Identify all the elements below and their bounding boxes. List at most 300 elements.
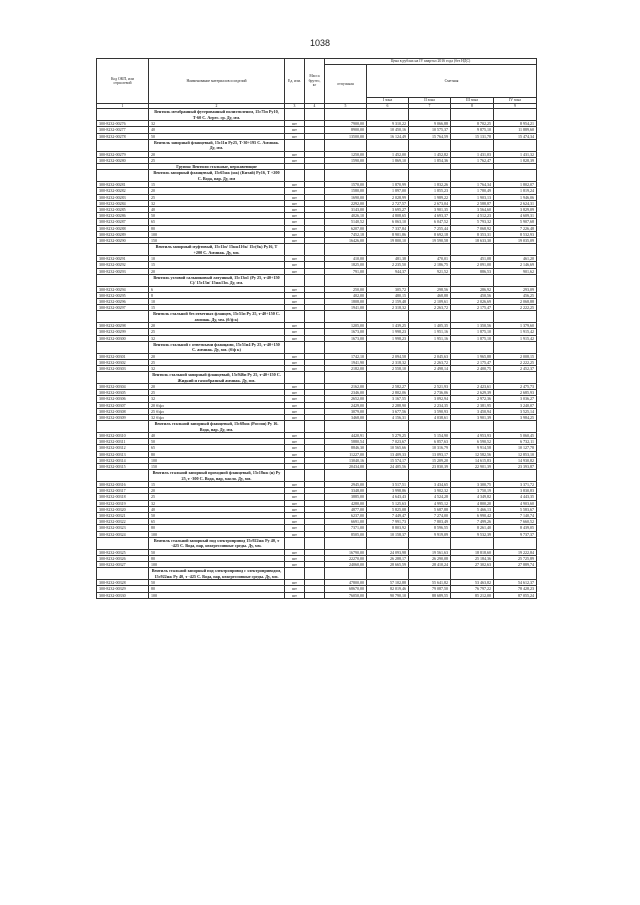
release-price: 1580,00 (325, 188, 367, 194)
release-price: 7900,00 (325, 121, 367, 127)
empty-cell (367, 341, 409, 353)
empty-cell (494, 421, 537, 433)
zone3-price: 450,56 (451, 292, 494, 298)
item-code: 300-8232-00286 (97, 213, 149, 219)
zone1-price: 24 405,56 (367, 464, 409, 470)
header-zone4: IV зона (494, 97, 537, 103)
group-title: Группа: Вентили стальные, нержавеющие (149, 164, 285, 170)
zone4-price: 5 060,45 (494, 433, 537, 439)
item-code: 300-8232-00325 (97, 549, 149, 555)
item-code: 300-8232-00309 (97, 415, 149, 421)
release-price: 8900,00 (325, 127, 367, 133)
zone2-price: 1 452,82 (409, 151, 451, 157)
item-size: 25 (149, 494, 285, 500)
zone3-price: 451,08 (451, 256, 494, 262)
item-unit: шт (285, 494, 305, 500)
zone2-price: 468,88 (409, 292, 451, 298)
release-price: 2346,00 (325, 390, 367, 396)
item-size: 10 (149, 298, 285, 304)
item-code: 300-8232-00276 (97, 121, 149, 127)
item-code: 300-8232-00313 (97, 451, 149, 457)
zone4-price: 293,09 (494, 286, 537, 292)
header-zone: Сметная (367, 65, 537, 98)
item-code: 300-8232-00310 (97, 433, 149, 439)
release-price: 1742,10 (325, 353, 367, 359)
item-size: 25 (149, 390, 285, 396)
empty-cell (285, 470, 305, 482)
empty-cell (494, 470, 537, 482)
zone2-price: 2 186,75 (409, 262, 451, 268)
zone2-price: 3 092,94 (409, 396, 451, 402)
item-code: 300-8232-00284 (97, 200, 149, 206)
item-size: 25 б/фл (149, 408, 285, 414)
item-code: 300-8232-00287 (97, 219, 149, 225)
empty-cell (97, 537, 149, 549)
item-unit: шт (285, 415, 305, 421)
item-size: 50 (149, 580, 285, 586)
release-price: 4420,91 (325, 433, 367, 439)
item-unit: шт (285, 555, 305, 561)
empty-cell (97, 470, 149, 482)
release-price: 1825,00 (325, 262, 367, 268)
group-title-row (97, 372, 537, 384)
empty-cell (97, 244, 149, 256)
zone3-price: 8 261,40 (451, 525, 494, 531)
zone4-price: 19 035,09 (494, 238, 537, 244)
zone3-price: 1 431,03 (451, 151, 494, 157)
zone4-price: 8 439,05 (494, 525, 537, 531)
zone3-price: 2 400,75 (451, 365, 494, 371)
empty-cell (409, 311, 451, 323)
release-price: 2182,00 (325, 365, 367, 371)
zone1-price: 5 279,25 (367, 433, 409, 439)
zone3-price: 3 564,60 (451, 207, 494, 213)
item-unit: шт (285, 408, 305, 414)
zone4-price: 1 379,60 (494, 323, 537, 329)
zone4-price: 78 428,23 (494, 586, 537, 592)
empty-cell (451, 109, 494, 121)
group-title: Вентиль стальной запорный фланцевый, 15с68нж (Россия) Ру 16. Вода, пар. Ду, мм. (149, 421, 285, 433)
item-unit: шт (285, 335, 305, 341)
zone2-price: 8 596,55 (409, 525, 451, 531)
zone3-price: 18 818,60 (451, 549, 494, 555)
empty-cell (494, 372, 537, 384)
zone4-price: 25 725,89 (494, 555, 537, 561)
zone2-price: 921,52 (409, 268, 451, 274)
item-unit: шт (285, 519, 305, 525)
zone1-price: 16 124,49 (367, 133, 409, 139)
empty-cell (409, 244, 451, 256)
item-unit: шт (285, 151, 305, 157)
zone2-price: 10 575,37 (409, 127, 451, 133)
item-code: 300-8232-00327 (97, 562, 149, 568)
zone2-price: 2 109,61 (409, 298, 451, 304)
zone2-price: 4 524,28 (409, 494, 451, 500)
group-title-row (97, 421, 537, 433)
zone2-price: 6 857,63 (409, 439, 451, 445)
zone4-price: 12 853,10 (494, 451, 537, 457)
zone1-price: 2 159,48 (367, 298, 409, 304)
zone1-price: 2 028,99 (367, 194, 409, 200)
zone4-price: 1 828,39 (494, 157, 537, 163)
empty-cell (325, 311, 367, 323)
empty-cell (97, 139, 149, 151)
item-unit: шт (285, 531, 305, 537)
empty-cell (305, 421, 325, 433)
empty-cell (409, 109, 451, 121)
empty-cell (367, 421, 409, 433)
zone1-price: 7 991,73 (367, 519, 409, 525)
item-code: 300-8232-00315 (97, 464, 149, 470)
release-price: 3143,00 (325, 207, 367, 213)
zone2-price: 9 066,88 (409, 121, 451, 127)
item-size: 8 (149, 292, 285, 298)
zone2-price: 1 832,26 (409, 182, 451, 188)
zone3-price: 3 450,94 (451, 408, 494, 414)
group-title-row (97, 139, 537, 151)
empty-cell (409, 421, 451, 433)
group-title: Вентиль стальной запорный под электропривод с электроприводом, 15с922нж Ру 40, т -425 С. Вода, пар, неагрессивные среды. Ду, мм. (149, 568, 285, 580)
zone1-price: 10 158,37 (367, 531, 409, 537)
release-price: 76050,00 (325, 592, 367, 598)
item-code: 300-8232-00283 (97, 194, 149, 200)
zone2-price: 2 521,93 (409, 384, 451, 390)
release-price: 2652,00 (325, 396, 367, 402)
empty-cell (305, 568, 325, 580)
item-unit: шт (285, 194, 305, 200)
item-unit: шт (285, 238, 305, 244)
empty-cell (325, 274, 367, 286)
col-number: 9 (494, 104, 537, 109)
item-unit: шт (285, 182, 305, 188)
empty-cell (285, 274, 305, 286)
item-size: 25 (149, 359, 285, 365)
empty-cell (409, 568, 451, 580)
release-price: 1673,00 (325, 335, 367, 341)
zone4-price: 87 055,24 (494, 592, 537, 598)
release-price: 3885,00 (325, 494, 367, 500)
item-size: 100 (149, 231, 285, 237)
zone2-price: 1 855,23 (409, 188, 451, 194)
zone4-price: 2 624,31 (494, 200, 537, 206)
zone1-price: 57 102,88 (367, 580, 409, 586)
zone3-price: 15 131,78 (451, 133, 494, 139)
group-title: Вентиль запорный фланцевый, 15с65нж (нж) (Китай) Ру16, Т +200 С. Вода, пар. Ду, мм (149, 170, 285, 182)
release-price: 1673,00 (325, 329, 367, 335)
zone1-price: 944,37 (367, 268, 409, 274)
header-unit: Ед. изм. (285, 59, 305, 104)
item-size: 32 (149, 365, 285, 371)
empty-cell (97, 274, 149, 286)
header-code-sub: отраслевой (113, 81, 132, 85)
zone3-price: 8 702,25 (451, 121, 494, 127)
zone1-price: 13 409,33 (367, 451, 409, 457)
zone3-price: 2 175,47 (451, 305, 494, 311)
item-unit: шт (285, 157, 305, 163)
release-price: 7452,18 (325, 231, 367, 237)
item-unit: шт (285, 439, 305, 445)
zone1-price: 2 288,90 (367, 402, 409, 408)
zone3-price: 1 903,13 (451, 194, 494, 200)
zone3-price: 4 512,23 (451, 213, 494, 219)
zone1-price: 1 897,00 (367, 188, 409, 194)
empty-cell (494, 568, 537, 580)
empty-cell (285, 421, 305, 433)
release-price: 2292,00 (325, 200, 367, 206)
col-number: 3 (285, 104, 305, 109)
zone4-price: 2 222,25 (494, 305, 537, 311)
empty-cell (409, 372, 451, 384)
empty-cell (305, 170, 325, 182)
item-unit: шт (285, 353, 305, 359)
item-unit: шт (285, 549, 305, 555)
item-unit: шт (285, 390, 305, 396)
item-code: 300-8232-00279 (97, 151, 149, 157)
item-code: 300-8232-00294 (97, 286, 149, 292)
item-size: 40 (149, 127, 285, 133)
item-code: 300-8232-00297 (97, 305, 149, 311)
empty-cell (494, 109, 537, 121)
zone1-price: 7 337,84 (367, 225, 409, 231)
empty-cell (367, 311, 409, 323)
item-size: 20 (149, 323, 285, 329)
release-price: 4280,00 (325, 500, 367, 506)
zone4-price: 23 393,87 (494, 464, 537, 470)
empty-cell (285, 537, 305, 549)
group-title-row (97, 568, 537, 580)
zone4-price: 2 452,37 (494, 365, 537, 371)
empty-cell (494, 341, 537, 353)
header-zone2: II зона (409, 97, 451, 103)
zone1-price: 4 156,31 (367, 415, 409, 421)
zone1-price: 10 565,66 (367, 445, 409, 451)
zone2-price: 9 919,09 (409, 531, 451, 537)
empty-cell (325, 170, 367, 182)
page-number: 1038 (309, 38, 331, 48)
col-number: 1 (97, 104, 149, 109)
zone4-price: 6 732,11 (494, 439, 537, 445)
zone4-price: 1 915,42 (494, 335, 537, 341)
item-unit: шт (285, 127, 305, 133)
release-price: 2162,00 (325, 384, 367, 390)
zone1-price: 82 019,46 (367, 586, 409, 592)
item-unit: шт (285, 323, 305, 329)
zone4-price: 5 907,68 (494, 219, 537, 225)
zone1-price: 4 808,65 (367, 213, 409, 219)
item-code: 300-8232-00311 (97, 439, 149, 445)
empty-cell (367, 170, 409, 182)
zone4-price: 27 889,74 (494, 562, 537, 568)
zone4-price: 461,20 (494, 256, 537, 262)
item-code: 300-8232-00298 (97, 323, 149, 329)
item-code: 300-8232-00305 (97, 390, 149, 396)
zone3-price: 3 300,75 (451, 482, 494, 488)
group-title: Вентиль стальной запорный фланцевый, 15с946п Ру 25, т-40+150 С. Жидкий и газообразный аммиак. Ду, мм. (149, 372, 285, 384)
zone2-price: 2 673,04 (409, 200, 451, 206)
item-unit: шт (285, 133, 305, 139)
zone1-price: 7 449,47 (367, 513, 409, 519)
empty-cell (285, 139, 305, 151)
empty-cell (367, 109, 409, 121)
item-code: 300-8232-00299 (97, 329, 149, 335)
item-size: 32 (149, 500, 285, 506)
zone1-price: 2 558,10 (367, 365, 409, 371)
empty-cell (494, 311, 537, 323)
item-unit: шт (285, 200, 305, 206)
zone4-price: 19 222,84 (494, 549, 537, 555)
group-title: Вентиль стальной запорный проходной фланцевый, 15с18нж (н) Ру 25, т -300 С. Вода, пар, масло. Ду, мм. (149, 470, 285, 482)
release-price: 20434,00 (325, 464, 367, 470)
zone4-price: 2 685,93 (494, 390, 537, 396)
zone3-price: 1 875,10 (451, 329, 494, 335)
zone1-price: 2 727,57 (367, 200, 409, 206)
empty-cell (367, 372, 409, 384)
item-unit: шт (285, 592, 305, 598)
empty-cell (494, 537, 537, 549)
zone2-price: 5 687,88 (409, 506, 451, 512)
item-size: 80 (149, 555, 285, 561)
empty-cell (97, 341, 149, 353)
group-title-row (97, 537, 537, 549)
zone2-price: 88 689,55 (409, 592, 451, 598)
zone1-price: 3 167,55 (367, 396, 409, 402)
empty-cell (494, 274, 537, 286)
item-unit: шт (285, 500, 305, 506)
zone2-price: 2 234,35 (409, 402, 451, 408)
item-code: 300-8232-00300 (97, 335, 149, 341)
empty-cell (285, 109, 305, 121)
zone3-price: 6 590,52 (451, 439, 494, 445)
item-size: 32 б/фл (149, 415, 285, 421)
item-code: 300-8232-00280 (97, 157, 149, 163)
empty-cell (325, 568, 367, 580)
item-code: 300-8232-00303 (97, 365, 149, 371)
item-code: 300-8232-00306 (97, 396, 149, 402)
empty-cell (285, 311, 305, 323)
item-code: 300-8232-00290 (97, 238, 149, 244)
zone1-price: 2 582,27 (367, 384, 409, 390)
zone1-price: 481,38 (367, 256, 409, 262)
zone4-price: 2 008,15 (494, 353, 537, 359)
item-code: 300-8232-00328 (97, 580, 149, 586)
zone2-price: 19 561,63 (409, 549, 451, 555)
zone3-price: 22 901,39 (451, 464, 494, 470)
item-unit: шт (285, 219, 305, 225)
zone3-price: 25 184,36 (451, 555, 494, 561)
zone4-price: 5 583,67 (494, 506, 537, 512)
item-code: 300-8232-00319 (97, 500, 149, 506)
zone1-price: 1 452,00 (367, 151, 409, 157)
item-size: 20 (149, 268, 285, 274)
item-unit: шт (285, 305, 305, 311)
item-unit: шт (285, 292, 305, 298)
zone2-price: 5 154,90 (409, 433, 451, 439)
col-number: 8 (451, 104, 494, 109)
group-title: Вентиль запорный муфтовый, 15с11п/ 15нж11бк/ 15с(бк) Ру16, Т +200 С. Аммиак. Ду, мм. (149, 244, 285, 256)
empty-cell (305, 537, 325, 549)
item-size: 40 (149, 433, 285, 439)
zone4-price: 901,62 (494, 268, 537, 274)
empty-cell (325, 109, 367, 121)
zone1-price: 2 318,32 (367, 359, 409, 365)
release-price: 410,00 (325, 256, 367, 262)
empty-cell (367, 274, 409, 286)
zone2-price: 3 901,35 (409, 207, 451, 213)
item-unit: шт (285, 562, 305, 568)
empty-cell (409, 470, 451, 482)
header-zone1: I зона (367, 97, 409, 103)
item-unit: шт (285, 457, 305, 463)
zone4-price: 2 475,73 (494, 384, 537, 390)
empty-cell (451, 421, 494, 433)
zone2-price: 13 093,17 (409, 451, 451, 457)
item-unit: шт (285, 488, 305, 494)
release-price: 2429,00 (325, 402, 367, 408)
zone3-price: 12 582,56 (451, 451, 494, 457)
item-size: 32 (149, 200, 285, 206)
item-unit: шт (285, 445, 305, 451)
zone2-price: 26 290,08 (409, 555, 451, 561)
item-unit: шт (285, 231, 305, 237)
zone3-price: 4 953,93 (451, 433, 494, 439)
header-code: Код ОКП, или (111, 76, 134, 81)
empty-cell (97, 109, 149, 121)
release-price: 791,00 (325, 268, 367, 274)
release-price: 1205,00 (325, 323, 367, 329)
release-price: 68670,00 (325, 586, 367, 592)
zone3-price: 7 499,26 (451, 519, 494, 525)
col-number: 2 (149, 104, 285, 109)
item-code: 300-8232-00302 (97, 359, 149, 365)
zone2-price: 2 045,63 (409, 353, 451, 359)
empty-cell (451, 537, 494, 549)
release-price: 13040,16 (325, 457, 367, 463)
item-size: 25 (149, 194, 285, 200)
release-price: 24060,00 (325, 562, 367, 568)
empty-cell (325, 244, 367, 256)
item-size: 25 (149, 329, 285, 335)
zone1-price: 9 310,22 (367, 121, 409, 127)
release-price: 1690,00 (325, 194, 367, 200)
zone2-price: 28 410,24 (409, 562, 451, 568)
empty-cell (97, 311, 149, 323)
item-code: 300-8232-00296 (97, 298, 149, 304)
zone1-price: 90 790,10 (367, 592, 409, 598)
zone3-price: 2 588,87 (451, 200, 494, 206)
zone1-price: 3 998,86 (367, 488, 409, 494)
zone3-price: 1 762,47 (451, 157, 494, 163)
zone2-price: 2 498,14 (409, 365, 451, 371)
item-size: 40 (149, 207, 285, 213)
release-price: 3468,00 (325, 415, 367, 421)
item-size: 25 (149, 157, 285, 163)
item-unit: шт (285, 365, 305, 371)
zone1-price: 7 023,67 (367, 439, 409, 445)
item-unit: шт (285, 188, 305, 194)
group-title: Вентиль угловой сальниковый латунный, 15с13п1 (Ру 25, т-40+150 С)/ 15с13п/ 15нж13п. Ду, мм. (149, 274, 285, 286)
zone4-price: 4 903,60 (494, 500, 537, 506)
item-size: 80 (149, 225, 285, 231)
header-mass: Масса брутто, кг (305, 59, 325, 104)
item-code: 300-8232-00281 (97, 182, 149, 188)
release-price: 1941,90 (325, 359, 367, 365)
zone4-price: 11 889,60 (494, 127, 537, 133)
release-price: 7371,00 (325, 525, 367, 531)
group-title: Вентиль стальной запорный под электропривод 15с922нж Ру 40, т -425 С. Вода, пар, неагрессивные среды. Ду, мм. (149, 537, 285, 549)
item-unit: шт (285, 213, 305, 219)
zone1-price: 4 643,43 (367, 494, 409, 500)
empty-cell (451, 568, 494, 580)
